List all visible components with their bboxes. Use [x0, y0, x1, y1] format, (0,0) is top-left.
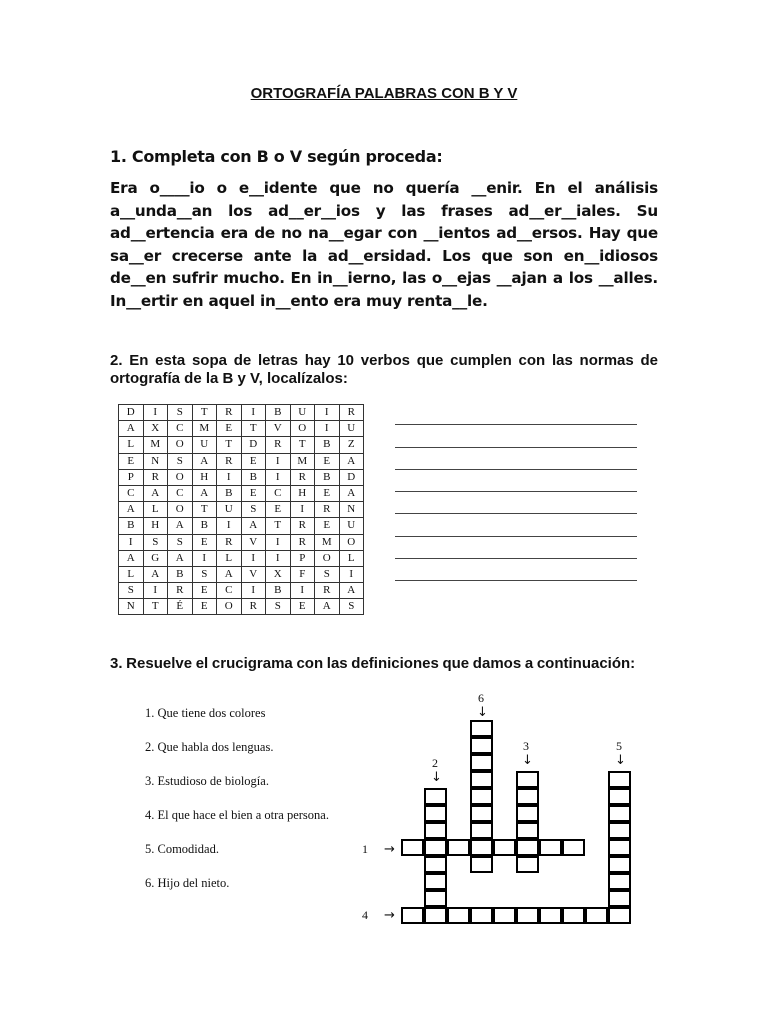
word-search-cell: V [266, 421, 291, 437]
word-search-cell: F [290, 566, 315, 582]
crossword-cell-4[interactable] [539, 907, 562, 924]
word-search-row [119, 469, 364, 485]
right-arrow-4: → [384, 908, 395, 923]
word-search-cell: A [339, 583, 364, 599]
word-search-cell: S [168, 405, 193, 421]
crossword-cell-3[interactable] [516, 839, 539, 856]
word-search-cell: H [192, 469, 217, 485]
word-search-cell: O [168, 469, 193, 485]
word-search-cell: I [266, 550, 291, 566]
word-search-cell: A [241, 518, 266, 534]
word-search-cell: S [192, 566, 217, 582]
question-1-text: Era o____io o e__idente que no quería __enir. En el análisis a__unda__an los ad__er__ios y las frases ad__er__iales. Su ad__ertencia era de no na__egar con __ientos ad__ersos. Hay que sa__er crecerse ante la ad__ersidad. Los que son en__idiosos de__en sufrir mucho. En in__ierno, las o__ejas __ajan a los __alles. In__ertir en aquel in__ento era muy renta__le. [110, 179, 658, 310]
word-search-cell: A [168, 550, 193, 566]
word-search-row [119, 502, 364, 518]
crossword-cell-3[interactable] [516, 771, 539, 788]
word-search-cell: I [241, 550, 266, 566]
word-search-row [119, 534, 364, 550]
answer-line[interactable] [395, 492, 637, 514]
right-arrow-1: → [384, 842, 395, 857]
crossword-cell-4[interactable] [447, 907, 470, 924]
word-search-cell: I [290, 502, 315, 518]
word-search-cell: L [339, 550, 364, 566]
crossword-cell-6[interactable] [470, 805, 493, 822]
crossword-cell-6[interactable] [470, 788, 493, 805]
word-search-cell: M [315, 534, 340, 550]
crossword-cell-1[interactable] [401, 839, 424, 856]
word-search-cell: N [143, 453, 168, 469]
answer-line[interactable] [395, 470, 637, 492]
word-search-cell: B [315, 437, 340, 453]
definition-4: 4. El que hace el bien a otra persona. [145, 808, 329, 822]
clue-number-2: 2 [432, 756, 438, 770]
crossword-cell-3[interactable] [516, 856, 539, 873]
word-search-cell: R [168, 583, 193, 599]
word-search-cell: H [143, 518, 168, 534]
crossword-cell-2[interactable] [424, 873, 447, 890]
crossword-cell-2[interactable] [424, 856, 447, 873]
crossword-cell-4[interactable] [516, 907, 539, 924]
word-search-cell: B [315, 469, 340, 485]
word-search-cell: R [290, 518, 315, 534]
word-search-cell: O [217, 599, 242, 615]
word-search-cell: D [339, 469, 364, 485]
definition-5: 5. Comodidad. [145, 842, 219, 856]
word-search-cell: E [266, 502, 291, 518]
crossword-cell-2[interactable] [424, 788, 447, 805]
word-search-cell: N [339, 502, 364, 518]
clue-number-5: 5 [616, 739, 622, 753]
word-search-cell: B [266, 583, 291, 599]
question-1-heading: 1. Completa con B o V según proceda: [110, 147, 443, 166]
word-search-cell: I [143, 405, 168, 421]
word-search-cell: C [168, 421, 193, 437]
page-title: ORTOGRAFÍA PALABRAS CON B Y V [250, 85, 518, 102]
word-search-cell: I [266, 453, 291, 469]
question-3-heading: 3. Resuelve el crucigrama con las definiciones que damos a continuación: [110, 655, 636, 672]
word-search-cell: E [290, 599, 315, 615]
word-search-cell: I [241, 583, 266, 599]
word-search-cell: O [339, 534, 364, 550]
word-search-cell: O [290, 421, 315, 437]
answer-line[interactable] [395, 559, 637, 581]
word-search-cell: A [217, 566, 242, 582]
word-search-cell: E [315, 518, 340, 534]
word-search-cell: C [168, 485, 193, 501]
crossword-cell-3[interactable] [516, 822, 539, 839]
crossword-cell-4[interactable] [424, 907, 447, 924]
word-search-cell: A [192, 485, 217, 501]
word-search-grid [118, 404, 364, 615]
crossword-cell-5[interactable] [608, 822, 631, 839]
word-search-cell: I [217, 469, 242, 485]
word-search-cell: T [143, 599, 168, 615]
word-search-cell: T [217, 437, 242, 453]
crossword-cell-1[interactable] [447, 839, 470, 856]
word-search-cell: A [119, 421, 144, 437]
answer-line[interactable] [395, 425, 637, 447]
word-search-row [119, 566, 364, 582]
word-search-cell: V [241, 566, 266, 582]
word-search-cell: P [290, 550, 315, 566]
definition-6: 6. Hijo del nieto. [145, 876, 230, 890]
word-search-cell: I [241, 405, 266, 421]
word-search-cell: S [168, 453, 193, 469]
word-search-cell: E [217, 421, 242, 437]
word-search-cell: T [290, 437, 315, 453]
word-search-cell: E [192, 534, 217, 550]
question-2-heading: 2. En esta sopa de letras hay 10 verbos que cumplen con las normas de ortografía de la B y V, localízalos: [110, 352, 658, 387]
word-search-cell: X [143, 421, 168, 437]
word-search-cell: L [217, 550, 242, 566]
word-search-cell: V [241, 534, 266, 550]
word-search-cell: U [192, 437, 217, 453]
crossword-cell-2[interactable] [424, 890, 447, 907]
word-search-cell: É [168, 599, 193, 615]
word-search-row [119, 550, 364, 566]
word-search-cell: T [192, 502, 217, 518]
word-search-cell: R [217, 453, 242, 469]
word-search-cell: I [217, 518, 242, 534]
word-search-cell: T [192, 405, 217, 421]
word-search-cell: M [143, 437, 168, 453]
crossword-cell-2[interactable] [424, 839, 447, 856]
word-search-cell: I [266, 469, 291, 485]
word-search-cell: E [192, 599, 217, 615]
word-search-row [119, 453, 364, 469]
crossword-cell-2[interactable] [424, 907, 447, 924]
word-search-cell: A [119, 550, 144, 566]
word-search-cell: A [315, 599, 340, 615]
word-search-cell: A [143, 485, 168, 501]
crossword-cell-6[interactable] [470, 720, 493, 737]
crossword-cell-4[interactable] [470, 907, 493, 924]
word-search-cell: L [143, 502, 168, 518]
crossword-cell-5[interactable] [608, 873, 631, 890]
crossword-cell-6[interactable] [470, 822, 493, 839]
word-search-cell: G [143, 550, 168, 566]
word-search-cell: S [266, 599, 291, 615]
word-search-cell: D [119, 405, 144, 421]
word-search-cell: S [315, 566, 340, 582]
word-search-cell: I [143, 583, 168, 599]
crossword-cell-4[interactable] [562, 907, 585, 924]
word-search-cell: R [217, 534, 242, 550]
word-search-row [119, 583, 364, 599]
word-search-cell: I [315, 405, 340, 421]
word-search-cell: R [217, 405, 242, 421]
down-arrow-2: ↓ [431, 770, 442, 785]
word-search-cell: L [119, 566, 144, 582]
answer-line[interactable] [395, 448, 637, 470]
definition-3: 3. Estudioso de biología. [145, 774, 269, 788]
word-search-cell: O [168, 437, 193, 453]
word-search-cell: S [241, 502, 266, 518]
word-search-cell: T [241, 421, 266, 437]
word-search-row [119, 599, 364, 615]
crossword-cell-6[interactable] [470, 737, 493, 754]
crossword-cell-1[interactable] [470, 839, 493, 856]
word-search-cell: B [266, 405, 291, 421]
crossword-cell-4[interactable] [608, 907, 631, 924]
crossword-cell-5[interactable] [608, 788, 631, 805]
word-search-cell: A [339, 453, 364, 469]
word-search-cell: U [339, 518, 364, 534]
crossword-cell-4[interactable] [585, 907, 608, 924]
word-search-cell: U [217, 502, 242, 518]
crossword-cell-1[interactable] [493, 839, 516, 856]
crossword-cell-5[interactable] [608, 890, 631, 907]
crossword-cell-6[interactable] [470, 856, 493, 873]
crossword-cell-5[interactable] [608, 771, 631, 788]
word-search-cell: E [119, 453, 144, 469]
answer-line[interactable] [395, 537, 637, 559]
word-search-cell: O [315, 550, 340, 566]
word-search-cell: S [339, 599, 364, 615]
crossword-cell-3[interactable] [516, 805, 539, 822]
word-search-cell: C [266, 485, 291, 501]
word-search-cell: B [192, 518, 217, 534]
word-search-cell: B [119, 518, 144, 534]
crossword-cell-5[interactable] [608, 805, 631, 822]
crossword-cell-4[interactable] [493, 907, 516, 924]
word-search-cell: I [339, 566, 364, 582]
word-search-cell: U [339, 421, 364, 437]
down-arrow-6: ↓ [477, 705, 488, 720]
word-search-cell: R [241, 599, 266, 615]
crossword-cell-1[interactable] [539, 839, 562, 856]
word-search-cell: E [241, 485, 266, 501]
crossword-cell-6[interactable] [470, 771, 493, 788]
word-search-row [119, 485, 364, 501]
answer-lines [395, 403, 637, 581]
word-search-cell: O [168, 502, 193, 518]
word-search-cell: P [119, 469, 144, 485]
word-search-cell: E [192, 583, 217, 599]
word-search-cell: S [119, 583, 144, 599]
word-search-cell: A [168, 518, 193, 534]
word-search-cell: N [119, 599, 144, 615]
word-search-cell: R [143, 469, 168, 485]
crossword-definitions [145, 705, 329, 909]
word-search-cell: I [192, 550, 217, 566]
word-search-cell: B [241, 469, 266, 485]
word-search-cell: D [241, 437, 266, 453]
word-search-cell: I [119, 534, 144, 550]
word-search-cell: X [266, 566, 291, 582]
word-search-cell: M [290, 453, 315, 469]
answer-line[interactable] [395, 514, 637, 536]
crossword-cell-5[interactable] [608, 907, 631, 924]
word-search-cell: E [241, 453, 266, 469]
crossword-cell-4[interactable] [401, 907, 424, 924]
word-search-row [119, 421, 364, 437]
crossword-cell-5[interactable] [608, 839, 631, 856]
word-search-cell: B [168, 566, 193, 582]
word-search-cell: R [315, 502, 340, 518]
crossword-cell-6[interactable] [470, 839, 493, 856]
word-search-cell: I [315, 421, 340, 437]
down-arrow-5: ↓ [615, 753, 626, 768]
word-search-cell: B [217, 485, 242, 501]
clue-number-6: 6 [478, 691, 484, 705]
clue-number-1: 1 [362, 842, 368, 856]
word-search-row [119, 405, 364, 421]
crossword-cell-1[interactable] [424, 839, 447, 856]
word-search-cell: C [217, 583, 242, 599]
word-search-cell: Z [339, 437, 364, 453]
down-arrow-3: ↓ [522, 753, 533, 768]
word-search-cell: R [290, 534, 315, 550]
word-search-row [119, 518, 364, 534]
answer-line[interactable] [395, 403, 637, 425]
crossword-cell-6[interactable] [470, 754, 493, 771]
crossword-cell-3[interactable] [516, 788, 539, 805]
word-search-cell: U [290, 405, 315, 421]
word-search-cell: C [119, 485, 144, 501]
word-search-cell: I [290, 583, 315, 599]
word-search-cell: E [315, 485, 340, 501]
word-search-row [119, 437, 364, 453]
word-search-cell: T [266, 518, 291, 534]
word-search-cell: E [315, 453, 340, 469]
word-search-cell: R [315, 583, 340, 599]
crossword-cell-1[interactable] [562, 839, 585, 856]
word-search-cell: R [266, 437, 291, 453]
word-search-cell: H [290, 485, 315, 501]
word-search-cell: A [119, 502, 144, 518]
crossword-cell-2[interactable] [424, 822, 447, 839]
word-search-cell: A [192, 453, 217, 469]
word-search-cell: S [168, 534, 193, 550]
word-search-cell: M [192, 421, 217, 437]
crossword-cell-1[interactable] [516, 839, 539, 856]
definition-1: 1. Que tiene dos colores [145, 706, 266, 720]
word-search-cell: R [339, 405, 364, 421]
clue-number-3: 3 [523, 739, 529, 753]
word-search-cell: L [119, 437, 144, 453]
crossword-cell-5[interactable] [608, 856, 631, 873]
definition-2: 2. Que habla dos lenguas. [145, 740, 274, 754]
word-search-cell: R [290, 469, 315, 485]
word-search-cell: A [339, 485, 364, 501]
word-search-cell: I [266, 534, 291, 550]
clue-number-4: 4 [362, 908, 368, 922]
word-search-cell: S [143, 534, 168, 550]
crossword-cell-2[interactable] [424, 805, 447, 822]
word-search-cell: A [143, 566, 168, 582]
